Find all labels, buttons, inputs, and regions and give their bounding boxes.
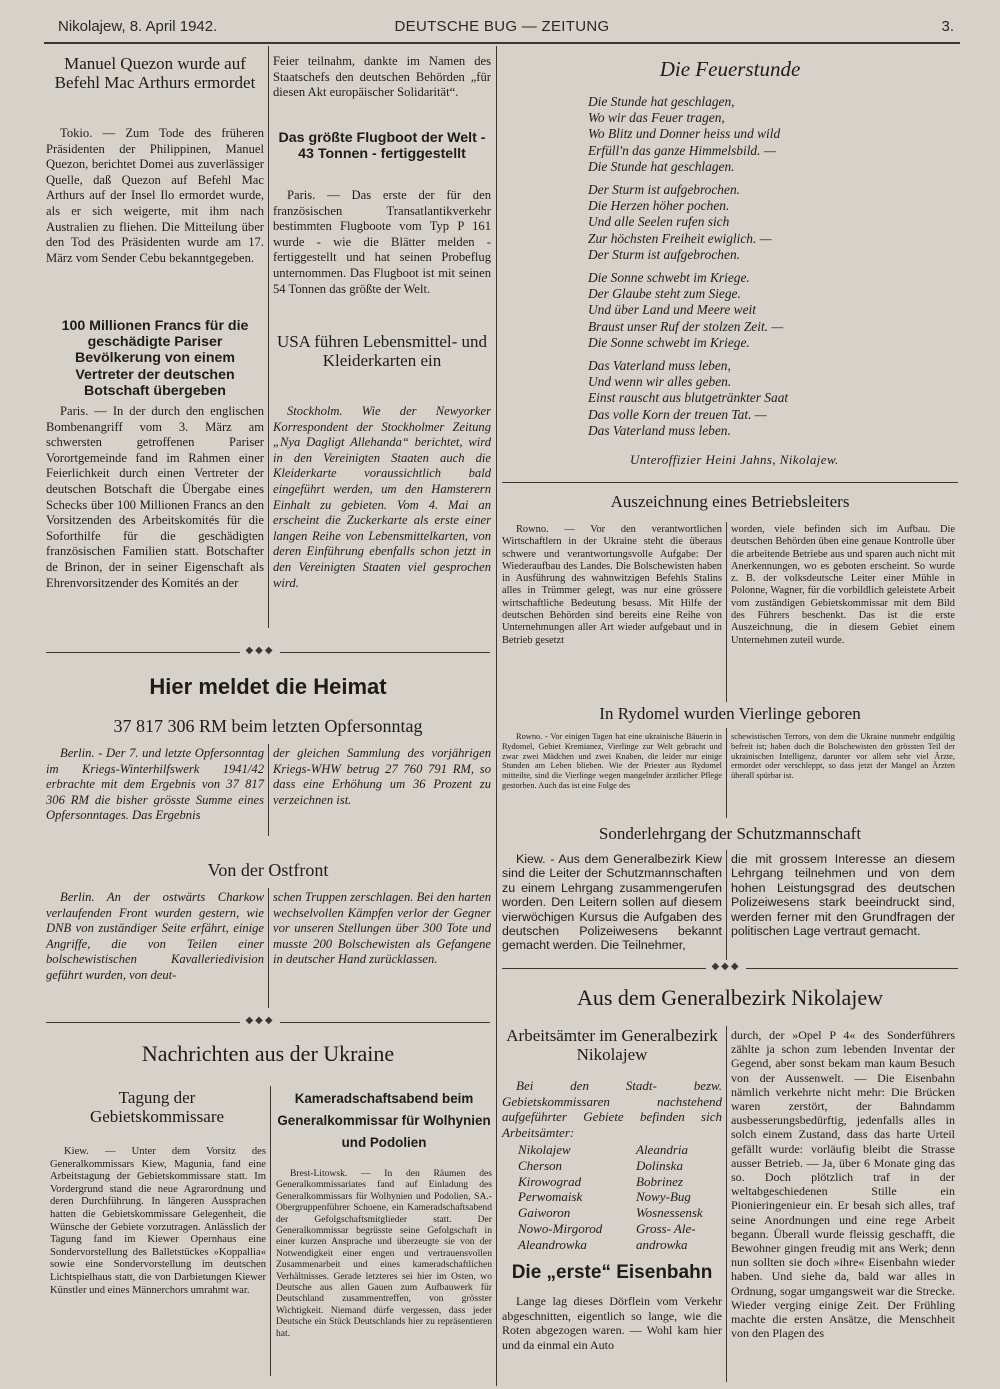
city-name: Aleandria [636, 1142, 688, 1157]
poem-stanza [588, 182, 888, 263]
city-name: Wosnessensk [636, 1205, 703, 1221]
divider-ornament: ◆◆◆ [240, 1015, 280, 1026]
column-rule [268, 888, 269, 1008]
auszeichnung-text-1: Rowno. — Vor den verantwortlichen Wirtschaftlern in der Ukraine steht die überaus schwere und verantwortungsvolle Aufgabe: Der Wiederaufbau des Landes. Die Bolschewisten haben in Ausführung des wahnwitzigen Befehls Stalins alles in Trümmer gelegt, was nur eine grössere wirtschaftliche Bedeutung besass. Mit Hilfe der deutschen Behörden sind bereits eine Reihe von Unternehmungen aller Art wieder aufgebaut und in Betrieb gesetzt [502, 524, 722, 646]
poem-author: Unteroffizier Heini Jahns, Nikolajew. [630, 452, 839, 467]
quezon-article [46, 126, 264, 266]
poem [588, 94, 888, 446]
city-row [518, 1237, 728, 1253]
kamerad-text: Brest-Litowsk. — In den Räumen des Generalkommissariates fand auf Einladung des Generalkommissars für Wolhynien und Podolien, SA.-Obergruppenführer Schoene, ein Kameradschaftsabend der Gefolgschaftsmitglieder statt. Der Generalkommissar begrüsste seine Gefolgschaft in einer kurzen Ansprache und überzeugte sie von der Notwendigkeit einer engen und vertrauensvollen Zusammenarbeit und eines kameradschaftlichen Verhältnisses. Gerade letzteres sei hier im Osten, wo Deutsche aus allen Gauen zum Aufbauwerk für Deutschland zusammentreffen, von grösster Wichtigkeit. Niemand dürfe vergessen, dass jeder Deutsche ein Stück Deutschlands hier zu repräsentieren hat. [276, 1168, 492, 1339]
heimat-col1 [46, 746, 264, 824]
city-name: Aleandrowka [518, 1236, 587, 1252]
vierlinge-col2 [731, 732, 955, 781]
poem-title: Die Feuerstunde [659, 57, 801, 81]
vierlinge-headline: In Rydomel wurden Vierlinge geboren [599, 704, 861, 723]
heimat-col2 [273, 746, 491, 808]
column-rule [726, 850, 727, 960]
sonderlehrgang-text-2: die mit grossem Interesse an diesem Lehrgang teilnehmen und von dem hohen Leistungsgrad des deutschen Polizeiwesens stark beeindruckt sind, werden ferner mit den Grundfragen der politischen Lage vertraut gemacht. [731, 852, 955, 939]
quezon-text: Tokio. — Zum Tode des früheren Präsidenten der Philippinen, Manuel Quezon, berichtet Domei aus zuverlässiger Quelle, daß Quezon auf Befehl Mac Arthurs auf der Insel Ilo ermordet wurde, als er sich weigerte, mit ihm nach Australien zu fliehen. Die Mitteilung über den Tod des Präsidenten wurde am 17. März vom Sender Cebu bekanntgegeben. [46, 126, 264, 265]
ostfront-text-1: Berlin. An der ostwärts Charkow verlaufenden Front wurden gestern, wie DNB von zuständiger Seite erfährt, einige Angriffe, die von Teilen einer bolschewistischen Kavalleriedivision geführt wurden, von deut- [46, 890, 264, 982]
heimat-headline: 37 817 306 RM beim letzten Opfersonntag [113, 716, 423, 736]
arbeit-intro-text: Bei den Stadt- bezw. Gebietskommissaren nachstehend aufgeführter Gebiete befinden sich Arbeitsämter: [502, 1078, 722, 1140]
poem-line: Die Stunde hat geschlagen. [588, 158, 735, 174]
poem-stanza [588, 358, 888, 439]
sonderlehrgang-col2 [731, 852, 955, 938]
sonderlehrgang-headline: Sonderlehrgang der Schutzmannschaft [598, 824, 862, 843]
city-row [518, 1221, 728, 1237]
kamerad-article [276, 1168, 492, 1339]
divider-ornament: ◆◆◆ [706, 961, 746, 972]
poem-line: Wo wir das Feuer tragen, [588, 110, 725, 126]
city-name: Nikolajew [518, 1142, 571, 1157]
poem-line: Die Sonne schwebt im Kriege. [588, 334, 750, 350]
poem-line: Einst rauscht aus blutgetränkter Saat [588, 390, 789, 406]
eisenbahn-col2 [731, 1028, 955, 1340]
poem-line: Der Glaube steht zum Siege. [588, 286, 741, 302]
arbeit-intro [502, 1078, 722, 1140]
poem-line: Zur höchsten Freiheit ewiglich. — [588, 230, 772, 246]
city-name: Gaiworon [518, 1205, 571, 1221]
heimat-text-1: Berlin. - Der 7. und letzte Opfersonntag im Kriegs-Winterhilfswerk 1941/42 erbrachte mit dem Ergebnis von 37 817 306 RM die bisher grösste Summe eines Opfersonntages. Das Ergebnis [46, 746, 264, 823]
eisenbahn-text-2: durch, der »Opel P 4« des Sonderführers zählte ja schon zum lebenden Inventar der Gegend, aber sonst bekam man kaum Besuch von der Aussenwelt. — Die Eisenbahn nämlich verkehrte nicht mehr: Die Brücken waren zerstört, der Bahndamm ausbesserungsbedürftig, jedenfalls alles in solch einem Zustand, dass das harte Urteil gefällt wurde: vorläufig bleibt die Strasse ausser Betrieb. — Ja, über 6 Monate ging das so. Doch plötzlich traf in der weltabgeschiedenen Stille ein Pionieringenieur ein. Er besah sich alles, traf seine Anordnungen und eine rege Arbeit begann. Überall wurde fleissig geschafft, die Bewohner gingen freudig mit ans Werk; denn nun sollten sie doch »ihre« Eisenbahn wieder haben. Und siehe da, bald war alles in Ordnung, sogar umgangsweit war die Strecke. Wieder verging einige Zeit. Der Frühling machte die ersten Ansätze, die Menschheit von den Plagen des [731, 1028, 955, 1341]
city-row [518, 1189, 728, 1205]
column-rule [726, 522, 727, 702]
city-row [518, 1174, 728, 1190]
sonderlehrgang-text-1: Kiew. - Aus dem Generalbezirk Kiew sind die Leiter der Schutzmannschaften zu einem Lehrgang zusammengerufen worden. Den Leitern sollen auf diesem vierwöchigen Kursus die Aufgaben des deutschen Polizeiwesens bekannt gemacht werden. Die Teilnehmer, [502, 852, 722, 953]
heimat-text-2: der gleichen Sammlung des vorjährigen Kriegs-WHW betrug 27 760 791 RM, so dass eine Erhöhung um 36 Prozent zu verzeichnen ist. [273, 746, 491, 807]
francs-article [46, 404, 264, 591]
poem-line: Das Vaterland muss leben. [588, 422, 731, 438]
francs-cont-text: Feier teilnahm, dankte im Namen des Staatschefs den deutschen Behörden „für diesen Akt europäischer Solidarität“. [273, 54, 491, 100]
city-row [518, 1205, 728, 1221]
auszeichnung-headline: Auszeichnung eines Betriebsleiters [610, 492, 850, 511]
tagung-article [50, 1146, 266, 1297]
arbeitsamt-city-list [518, 1142, 728, 1253]
tagung-headline: Tagung der Gebietskommissare [89, 1088, 225, 1127]
francs-text: Paris. — In der durch den englischen Bombenangriff vom 3. März am schwersten getroffenen Pariser Vorortgemeinde fand im Rahmen einer Feierlichkeit durch einen Vertreter der deutschen Botschaft die Übergabe eines Schecks über 100 Millionen Francs an den Vorsitzenden des Arbeitskomités für die Soforthilfe für die geschädigten französischen Familien statt. Botschafter de Brinon, der in seiner Eigenschaft als Ehrenvorsitzender des Komités an der [46, 404, 264, 590]
poem-line: Und über Land und Meere weit [588, 302, 756, 318]
column-rule [268, 46, 269, 628]
usa-headline: USA führen Lebensmittel- und Kleiderkarten ein [276, 332, 488, 371]
ostfront-col1 [46, 890, 264, 984]
poem-line: Und wenn wir alles geben. [588, 374, 732, 390]
flugboot-text: Paris. — Das erste der für den französischen Transatlantikverkehr bestimmten Flugboote vom Typ P 161 wurde - wie die Blätter melden - fertiggestellt und hat seinen Probeflug unternommen. Das Flugboot ist mit seinen 54 Tonnen das größte der Welt. [273, 188, 491, 296]
poem-stanza [588, 94, 888, 175]
city-name: Cherson [518, 1157, 563, 1173]
eisenbahn-text-1: Lange lag dieses Dörflein vom Verkehr abgeschnitten, eigentlich so lange, wie die Roten abgezogen waren. — Wohl kam hier und da einmal ein Auto [502, 1294, 722, 1352]
city-name: Nowo-Mirgorod [518, 1220, 603, 1236]
quezon-headline: Manuel Quezon wurde auf Befehl Mac Arthurs ermordet [54, 54, 256, 93]
poem-line: Der Sturm ist aufgebrochen. [588, 182, 740, 198]
poem-line: Die Stunde hat geschlagen, [588, 94, 735, 109]
column-rule [270, 1086, 271, 1376]
poem-stanza [588, 270, 888, 351]
flugboot-headline: Das größte Flugboot der Welt - 43 Tonnen - fertiggestellt [278, 130, 486, 163]
divider-rule [502, 482, 958, 483]
newspaper-title: DEUTSCHE BUG — ZEITUNG [394, 18, 610, 35]
city-name: androwka [636, 1236, 688, 1252]
vierlinge-text-1: Rowno. - Vor einigen Tagen hat eine ukrainische Bäuerin in Rydomel, Gebiet Kremianez, Vierlinge zur Welt gebracht und zwar zwei Mädchen und zwei Knaben, die leider nur einige Stunden am Leben blieben. Wie der Priester aus Rydomel mitteilte, sind die Vierlinge wegen mangelnder ärztlicher Pflege gestorben. Auch das ist eine Folge des [502, 732, 722, 790]
column-rule [496, 46, 497, 1386]
city-name: Nowy-Bug [636, 1189, 691, 1205]
ostfront-text-2: schen Truppen zerschlagen. Bei den harten wechselvollen Kämpfen verlor der Gegner vor unseren Stellungen über 300 Tote und musste 200 Bolschewisten als Gefangene in deutscher Hand zurücklassen. [273, 890, 491, 967]
eisenbahn-headline: Die „erste“ Eisenbahn [511, 1262, 713, 1283]
nikolajew-section-title: Aus dem Generalbezirk Nikolajew [576, 985, 884, 1010]
auszeichnung-col2 [731, 524, 955, 647]
poem-line: Das volle Korn der treuen Tat. — [588, 406, 767, 422]
poem-line: Erfüll'n das ganze Himmelsbild. — [588, 142, 776, 158]
ostfront-col2 [273, 890, 491, 968]
poem-line: Die Sonne schwebt im Kriege. [588, 270, 750, 286]
ukraine-section-title: Nachrichten aus der Ukraine [141, 1041, 395, 1066]
poem-line: Der Sturm ist aufgebrochen. [588, 246, 740, 262]
column-rule [268, 744, 269, 836]
poem-line: Braust unser Ruf der stolzen Zeit. — [588, 318, 784, 334]
francs-headline: 100 Millionen Francs für die geschädigte Pariser Bevölkerung von einem Vertreter der deutschen Botschaft übergeben [61, 318, 249, 399]
auszeichnung-text-2: worden, viele befinden sich im Aufbau. Die deutschen Behörden üben eine genaue Kontrolle über die arbeitende Betriebe aus und sparen auch nicht mit Anerkennungen, wo es geboten erscheint. So wurde z. B. der volksdeutsche Leiter einer Mühle in Polonne, Wagner, für die vorbildlich geleistete Arbeit vom zuständigen Gebietskommissar mit dem Bild des Führers beschenkt. Das ist die erste Auszeichnung, die in diesem Gebiet einem Unternehmen zuteil wurde. [731, 524, 955, 646]
poem-line: Die Herzen höher pochen. [588, 198, 730, 214]
city-name: Dolinska [636, 1157, 683, 1173]
city-row [518, 1142, 728, 1158]
kamerad-headline: Kameradschaftsabend beim Generalkommissar für Wolhynien und Podolien [277, 1091, 491, 1150]
dateline: Nikolajew, 8. April 1942. [58, 18, 218, 35]
auszeichnung-col1 [502, 524, 722, 647]
vierlinge-text-2: schewistischen Terrors, von dem die Ukraine nunmehr endgültig befreit ist; haben doch die Bolschewisten den grössten Teil der ukrainischen Intelligenz, darunter vor allem sehr viel Ärzte, ermordet oder verschleppt, so dass jetzt der Mangel an Ärzten überall spürbar ist. [731, 732, 955, 781]
poem-line: Wo Blitz und Donner heiss und wild [588, 126, 781, 142]
poem-line: Und alle Seelen rufen sich [588, 214, 730, 230]
page-number: 3. [941, 18, 954, 35]
vierlinge-col1 [502, 732, 722, 791]
eisenbahn-col1 [502, 1294, 722, 1352]
sonderlehrgang-col1 [502, 852, 722, 953]
city-row [518, 1158, 728, 1174]
usa-article [273, 404, 491, 591]
usa-text: Stockholm. Wie der Newyorker Korrespondent der Stockholmer Zeitung „Nya Dagligt Allehanda“ berichtet, wird in den Vereinigten Staaten auch die Kleiderkarte voraussichtlich bald eingeführt werden, um den Hamsterern Einhalt zu gebieten. Vom 4. Mai an erscheint die Zuckerkarte als erste einer langen Reihe von Lebensmittelkarten, von deren Einführung ebenfalls schon jetzt in den Vereinigten Staaten viel gesprochen wird. [273, 404, 491, 590]
city-name: Perwomaisk [518, 1189, 583, 1205]
masthead-rule [44, 42, 960, 44]
poem-line: Das Vaterland muss leben, [588, 358, 731, 374]
arbeit-headline: Arbeitsämter im Generalbezirk Nikolajew [506, 1026, 718, 1065]
masthead [44, 18, 960, 40]
ostfront-headline: Von der Ostfront [207, 860, 329, 880]
divider-ornament: ◆◆◆ [240, 645, 280, 656]
city-name: Kirowograd [518, 1173, 582, 1189]
city-name: Gross- Ale- [636, 1220, 696, 1236]
column-rule [726, 728, 727, 818]
tagung-text: Kiew. — Unter dem Vorsitz des Generalkommissars Kiew, Magunia, fand eine Arbeitstagung der Gebietskommissare statt. Im Vordergrund stand die neue Agrarordnung und deren Durchführung. In längeren Aussprachen hatten die Gebietskommissare Gelegenheit, die Wünsche der Gebiete vorzutragen. Anlässlich der Tagung fand im Kiewer Opernhaus eine Sondervorstellung des Balletstückes »Koppallia« sowie eine Sondervorstellung im deutschen Lichtspielhaus statt, die von Darbietungen Kiewer Künstler und eines Männerchors umrahmt war. [50, 1146, 266, 1296]
flugboot-article [273, 188, 491, 297]
heimat-section-title: Hier meldet die Heimat [149, 674, 387, 699]
francs-continued [273, 54, 491, 101]
city-name: Bobrinez [636, 1173, 683, 1189]
